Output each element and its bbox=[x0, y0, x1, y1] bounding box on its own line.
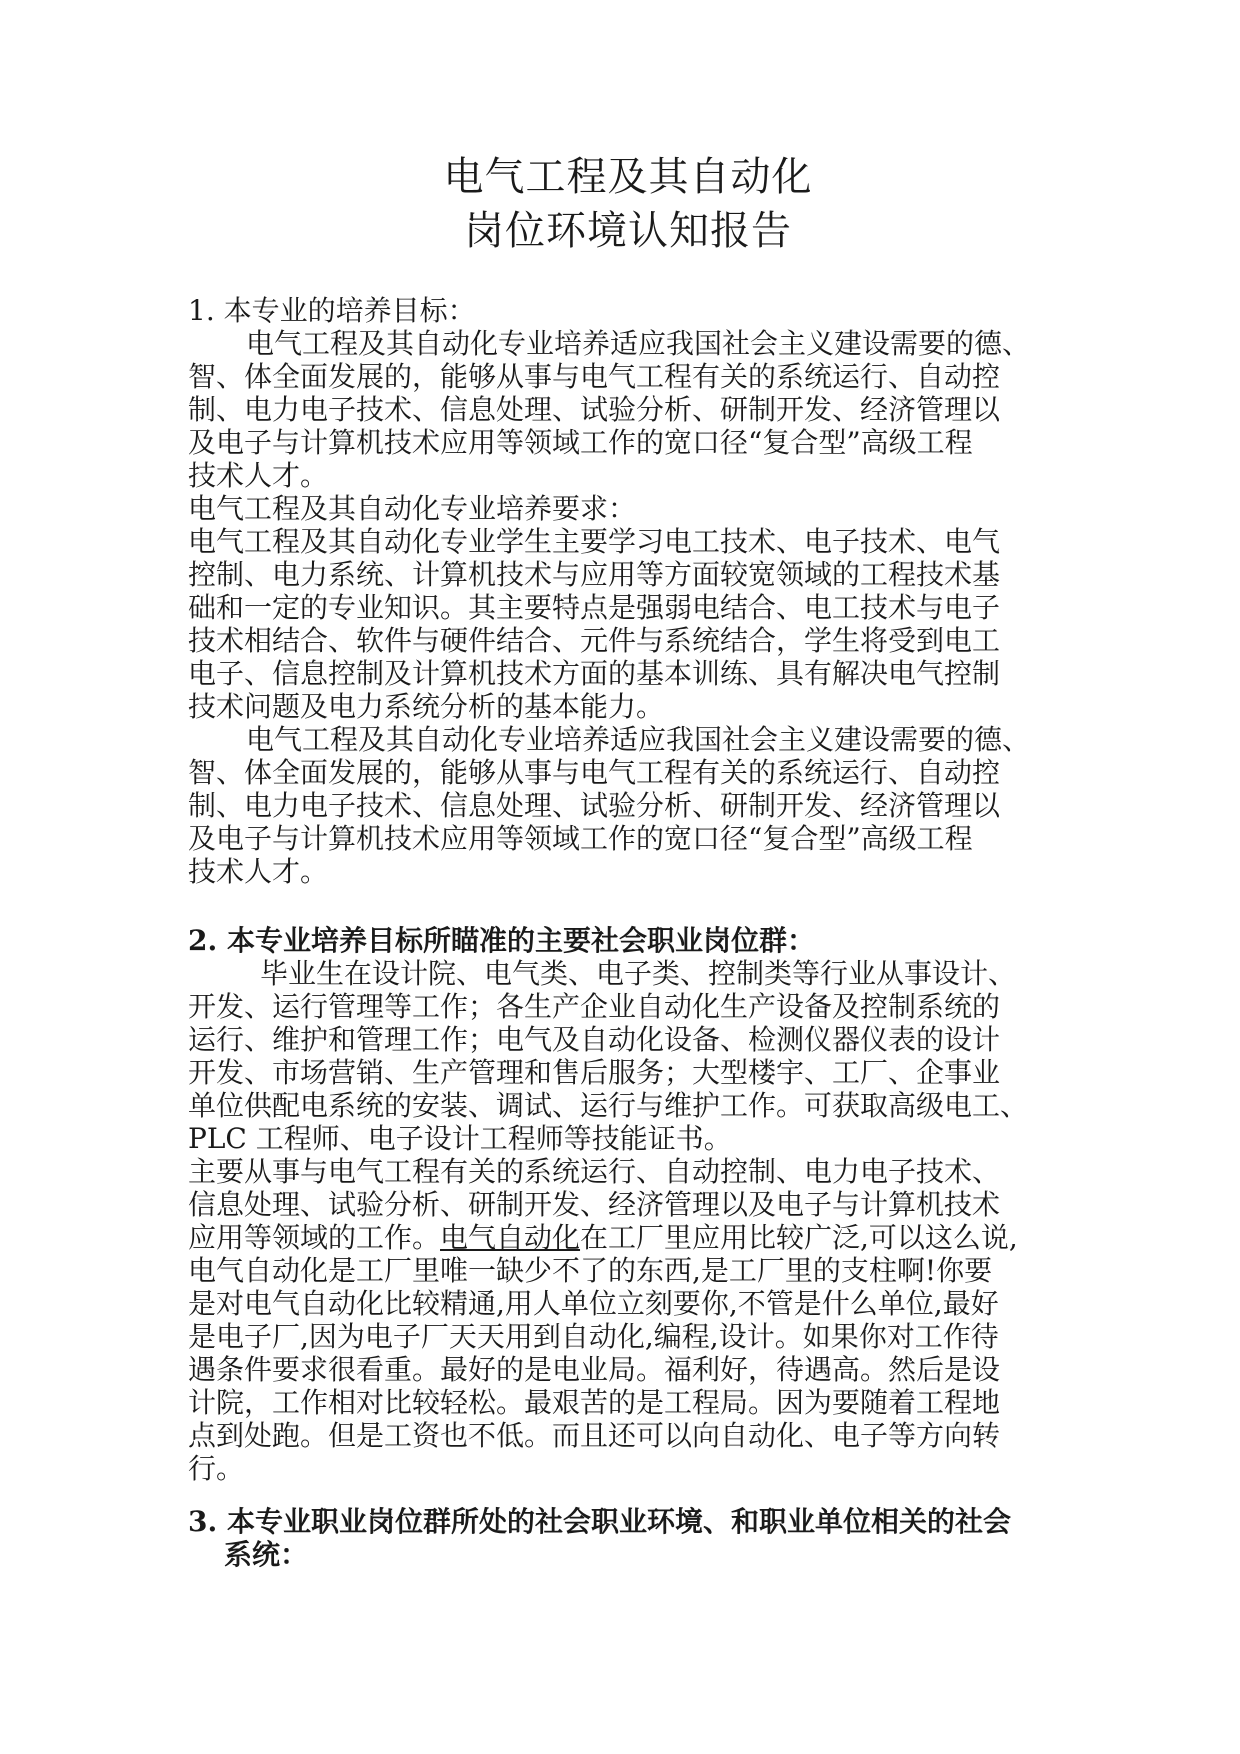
paragraph-line: 是电子厂,因为电子厂天天用到自动化,编程,设计。如果你对工作待 bbox=[188, 1320, 999, 1353]
spacer bbox=[188, 888, 1078, 924]
paragraph-line: 技术人才。 bbox=[188, 459, 329, 492]
paragraph-line: 运行、维护和管理工作；电气及自动化设备、检测仪器仪表的设计 bbox=[188, 1023, 1001, 1056]
link-prefix-text: 应用等领域的工作。 bbox=[188, 1221, 441, 1254]
paragraph-line: 单位供配电系统的安装、调试、运行与维护工作。可获取高级电工、 bbox=[188, 1089, 1029, 1122]
paragraph-line: 技术人才。 bbox=[188, 855, 329, 888]
paragraph-line: 电子、信息控制及计算机技术方面的基本训练、具有解决电气控制 bbox=[188, 657, 1001, 690]
paragraph-line: 信息处理、试验分析、研制开发、经济管理以及电子与计算机技术 bbox=[188, 1188, 1001, 1221]
paragraph-line: 计院，工作相对比较轻松。最艰苦的是工程局。因为要随着工程地 bbox=[188, 1386, 1001, 1419]
link-suffix-text: 在工厂里应用比较广泛,可以这么说, bbox=[580, 1221, 1018, 1254]
spacer bbox=[188, 1485, 1078, 1505]
paragraph-line: 智、体全面发展的，能够从事与电气工程有关的系统运行、自动控 bbox=[188, 756, 1001, 789]
paragraph-line: 及电子与计算机技术应用等领域工作的宽口径“复合型”高级工程 bbox=[188, 822, 973, 855]
paragraph-line: 开发、市场营销、生产管理和售后服务；大型楼宇、工厂、企事业 bbox=[188, 1056, 1001, 1089]
paragraph-line: 技术问题及电力系统分析的基本能力。 bbox=[188, 690, 665, 723]
paragraph-line: 及电子与计算机技术应用等领域工作的宽口径“复合型”高级工程 bbox=[188, 426, 973, 459]
paragraph-line: 控制、电力系统、计算机技术与应用等方面较宽领域的工程技术基 bbox=[188, 558, 1001, 591]
paragraph-line: 智、体全面发展的，能够从事与电气工程有关的系统运行、自动控 bbox=[188, 360, 1001, 393]
paragraph-line: 技术相结合、软件与硬件结合、元件与系统结合，学生将受到电工 bbox=[188, 624, 1001, 657]
section-2-heading: 2. 本专业培养目标所瞄准的主要社会职业岗位群： bbox=[188, 924, 815, 957]
paragraph-line: 制、电力电子技术、信息处理、试验分析、研制开发、经济管理以 bbox=[188, 789, 1001, 822]
document-title bbox=[178, 150, 1078, 258]
paragraph-line: 主要从事与电气工程有关的系统运行、自动控制、电力电子技术、 bbox=[188, 1155, 1001, 1188]
requirements-heading: 电气工程及其自动化专业培养要求： bbox=[188, 492, 637, 525]
section-1-heading: 1. 本专业的培养目标： bbox=[188, 294, 476, 327]
paragraph-line: 是对电气自动化比较精通,用人单位立刻要你,不管是什么单位,最好 bbox=[188, 1287, 999, 1320]
section-3-heading-line-1: 3. 本专业职业岗位群所处的社会职业环境、和职业单位相关的社会 bbox=[188, 1505, 1011, 1538]
paragraph-line: 电气自动化是工厂里唯一缺少不了的东西,是工厂里的支柱啊!你要 bbox=[188, 1254, 993, 1287]
title-line-2: 岗位环境认知报告 bbox=[464, 208, 792, 254]
title-line-1: 电气工程及其自动化 bbox=[443, 154, 813, 200]
electrical-automation-link[interactable]: 电气自动化 bbox=[440, 1221, 581, 1254]
paragraph-line: 电气工程及其自动化专业学生主要学习电工技术、电子技术、电气 bbox=[188, 525, 1001, 558]
paragraph-line: 制、电力电子技术、信息处理、试验分析、研制开发、经济管理以 bbox=[188, 393, 1001, 426]
paragraph-line: 开发、运行管理等工作；各生产企业自动化生产设备及控制系统的 bbox=[188, 990, 1001, 1023]
section-3-heading-line-2: 系统： bbox=[224, 1538, 309, 1571]
document-page bbox=[188, 150, 1078, 1571]
paragraph-line: 点到处跑。但是工资也不低。而且还可以向自动化、电子等方向转 bbox=[188, 1419, 1001, 1452]
paragraph-line: PLC 工程师、电子设计工程师等技能证书。 bbox=[188, 1122, 732, 1155]
paragraph-line: 遇条件要求很看重。最好的是电业局。福利好，待遇高。然后是设 bbox=[188, 1353, 1001, 1386]
paragraph-line: 电气工程及其自动化专业培养适应我国社会主义建设需要的德、 bbox=[246, 723, 1031, 756]
paragraph-line: 行。 bbox=[188, 1452, 245, 1485]
paragraph-line-with-link bbox=[188, 1221, 1078, 1254]
paragraph-line: 电气工程及其自动化专业培养适应我国社会主义建设需要的德、 bbox=[246, 327, 1031, 360]
paragraph-line: 础和一定的专业知识。其主要特点是强弱电结合、电工技术与电子 bbox=[188, 591, 1001, 624]
paragraph-line: 毕业生在设计院、电气类、电子类、控制类等行业从事设计、 bbox=[260, 957, 1017, 990]
